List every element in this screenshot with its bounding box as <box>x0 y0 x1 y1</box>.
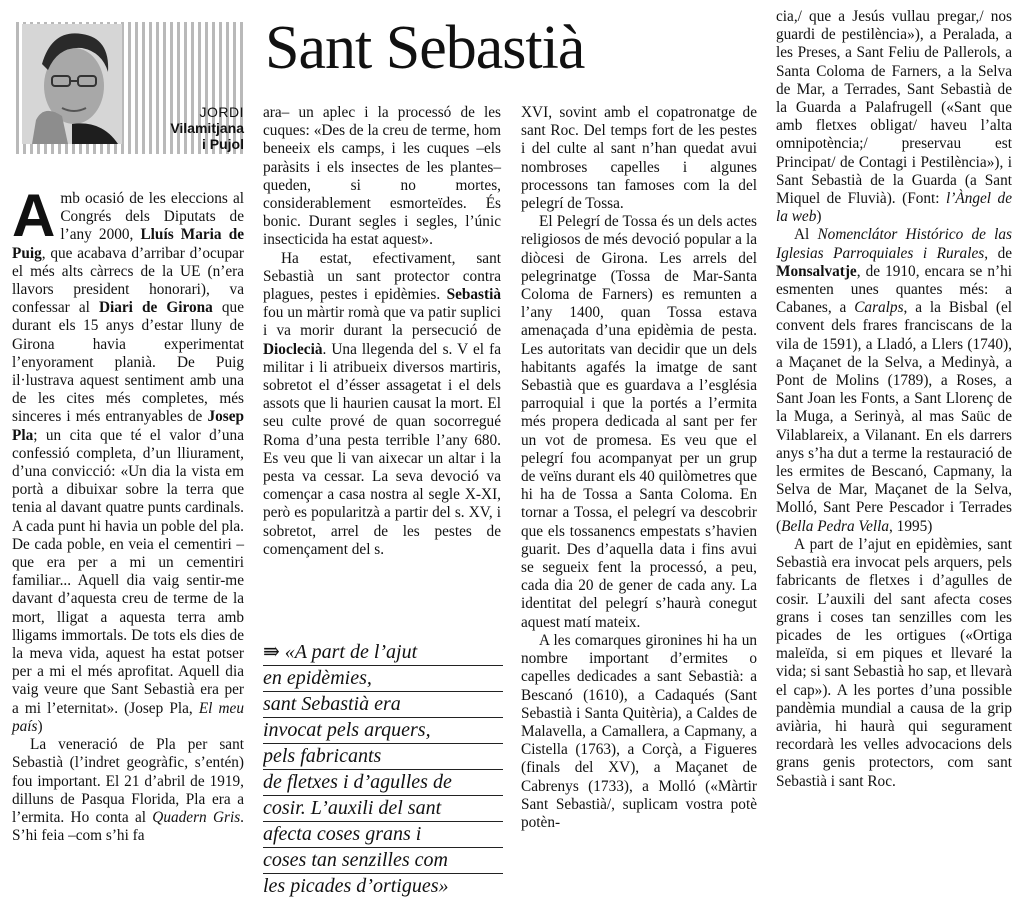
text-run: ) <box>37 717 43 735</box>
paragraph-4: El Pelegrí de Tossa és un dels actes religiosos de més devoció popular a la diòcesi de Girona. Les arrels del pelegrinatge (Tossa de Mar-Santa Coloma de Farners) es remunten a l’any 1400, quan Tossa estava amenaçada d’una epidèmia de pesta. Les autoritats van decidir que un dels habitants agafés la imatge de sant Sebastià que es guardava a l’església parroquial i que la portés a l’ermita més propera dedicada al sant per fer un vot de promesa. Es veu que el pelegrí fou acompanyat per un grup de veïns durant els 40 quilòmetres que hi ha de Tossa a Santa Coloma. En tornar a Tossa, el pelegrí va descobrir que els tossanencs empestats s’havien guarit. Des d’aquella data i fins avui se segueix fent la processó, a peu, cada dia 20 de gener de cada any. La identitat del pelegrí s’haurà conegut aquest matí mateix. <box>521 213 757 631</box>
name-sebastia: Sebastià <box>446 286 501 304</box>
pull-quote-line: invocat pels arquers, <box>263 718 503 744</box>
title-quadern-gris: Quadern Gris <box>152 808 241 826</box>
text-run: La veneració de Pla per sant Sebastià (l’indret geogràfic, s’entén) fou important. El 21 d’abril de 1919, dilluns de Pasqua Florida, Pla era a l’ermita. Ho conta al <box>12 736 244 826</box>
text-run: , de 1910, encara se n’hi esmenten unes quantes més: a Cabanes, a <box>776 262 1012 317</box>
paragraph-3 <box>263 250 501 559</box>
pull-quote-line <box>263 640 503 666</box>
article-column-2 <box>263 104 501 559</box>
author-first-name: JORDI <box>199 104 244 120</box>
text-run: cia,/ que a Jesús vullau pregar,/ nos guardi de pestilència»), a Peralada, a les Preses, a Sant Feliu de Pallerols, a Santa Coloma de Farners, a la Selva de Mar, a Terrades, Sant Sebastià de la Guarda a Palafrugell («Sant que amb fletxes obligat/ haveu l’alta omnipotència;/ preservau est Principat/ de Contagi i Pestilència»), i Sant Sebastià de la Guarda (a Sant Miquel de Fluvià). (Font: <box>776 8 1012 208</box>
place-caralps: Caralps <box>854 299 904 317</box>
paragraph-6 <box>776 226 1012 535</box>
paragraph-7: A part de l’ajut en epidèmies, sant Sebastià era invocat pels arquers, pels fabricants de fletxes i d’agulles de cosir. L’auxili del sant afecta coses grans i coses tan senzilles com les picades de les ortigues («Ortiga maleïda, si em piques et llevaré la vida; si sant Sebastià ho sap, et llevarà el cap»). A les portes d’una possible pandèmia mundial a causa de la grip aviària, hi haurà qui segurament recordarà les velles advocacions dels grans genis protectors, com sant Sebastià i sant Roc. <box>776 535 1012 790</box>
author-photo <box>22 24 122 144</box>
pull-quote-line: les picades d’ortigues» <box>263 875 449 897</box>
title-nomenclator: Nomenclátor Histórico de las Iglesias Parroquiales i Rurales <box>776 226 1012 262</box>
pull-quote-line: de fletxes i d’agulles de <box>263 770 503 796</box>
pull-quote <box>263 640 503 899</box>
text-run: , 1995) <box>889 517 933 535</box>
name-diocleci: Dioclecià <box>263 340 323 358</box>
author-surname-1: Vilamitjana <box>170 120 244 136</box>
pull-quote-line: cosir. L’auxili del sant <box>263 796 503 822</box>
title-bella-pedra-vella: Bella Pedra Vella <box>781 517 890 535</box>
text-run: fou un màrtir romà que va patir suplici i va morir durant la persecució de <box>263 304 501 340</box>
name-josep-pla: Josep Pla <box>12 408 244 444</box>
paragraph-2 <box>12 736 244 845</box>
article-column-4 <box>776 8 1012 791</box>
text-run: , de <box>984 244 1013 262</box>
pull-quote-line: en epidèmies, <box>263 666 503 692</box>
name-diari-de-girona: Diari de Girona <box>98 299 213 317</box>
text-run: , a la Bisbal (el convent dels frares franciscans de la vila de 1591), a Lladó, a Llers (1740), a Maçanet de la Selva, a Medinyà, a Pont de Molins (1789), a Roses, a Sant Joan les Fonts, a Sant Llorenç de la Muga, a Serinyà, al mas Saüc de Vilablareix, a Vilanant. En els darrers anys s’ha dut a terme la restauració de les ermites de Bescanó, Capmany, la Selva de Mar, Maçanet de la Selva, Molló, Sant Pere Pescador i Terrades ( <box>776 299 1012 535</box>
name-monsalvatje: Monsalvatje <box>776 262 857 280</box>
text-run: Al <box>794 226 818 244</box>
author-portrait-image <box>22 24 122 144</box>
page-title: Sant Sebastià <box>265 14 585 82</box>
text-run: A les comarques gironines hi ha un nombre important d’ermites o capelles dedicades a sant Sebastià: a Bescanó (1610), a Cadaqués (Sant Sebastià i Santa Quitèria), a Caldes de Malavella, a Camallera, a Capmany, a Cistella (1763), a Corçà, a Figueres (finals del XV), a Maçanet de Cabrenys (1733), a Molló («Màrtir Sant Sebastià/, suplicam vostra potè potèn- <box>521 631 757 831</box>
article-column-3 <box>521 104 757 832</box>
pull-quote-text: «A part de l’ajut <box>284 641 418 663</box>
paragraph-2-continued: ara– un aplec i la processó de les cuques: «Des de la creu de terme, hom beneeix els camps, i les cuques –els paràsits i els insectes de les plantes– queden, si no mortes, considerablement esmorteïdes. És bonic. Durant segles i segles, l’únic insecticida ha estat aquest». <box>263 104 501 249</box>
text-run: mb ocasió de les eleccions al Congrés dels Diputats de l’any 2000, <box>60 190 244 244</box>
title-el-meu-pais: El meu país <box>12 699 244 735</box>
byline <box>130 104 244 152</box>
paragraph-5 <box>521 632 757 832</box>
arrow-icon: ⇛ <box>263 641 280 663</box>
text-run: . Una llegenda del s. V el fa militar i li atribueix diversos martiris, sobretot el d’ésser assagetat i el dels assots que li haurien causat la mort. El seu culte prové de quan socorregué Roma d’una pesta terrible l’any 680. Es veu que li van aixecar un altar i la pesta va cessar. La seva devoció va començar a casa nostra al segle X-XI, però es popularitzà a partir del s. XV, i sobretot, arrel de les pestes de començament del s. <box>263 340 501 558</box>
text-run: , que acabava d’arribar d’ocupar el més alts càrrecs de la UE (n’era llavors president honorari), va confessar al <box>12 244 244 317</box>
source-angel-de-la-web: l’Àngel de la web <box>776 190 1012 226</box>
pull-quote-line: afecta coses grans i <box>263 822 503 848</box>
text-run: ) <box>816 208 822 226</box>
paragraph-1 <box>12 182 244 736</box>
text-run: . S’hi feia –com s’hi fa <box>12 808 244 845</box>
drop-cap: A <box>12 182 56 249</box>
paragraph-3-continued: XVI, sovint amb el copatronatge de sant Roc. Del temps fort de les pestes i del culte al sant n’han quedat avui nombroses capelles i algunes processons tan famoses com la del pelegrí de Tossa. <box>521 104 757 213</box>
pull-quote-line: sant Sebastià era <box>263 692 503 718</box>
name-lluis-maria-de-puig: Lluís Maria de Puig <box>12 226 244 262</box>
article-column-1 <box>12 182 244 845</box>
text-run: Ha estat, efectivament, sant Sebastià un sant protector contra plagues, pestes i epidèmies. <box>263 249 501 304</box>
text-run: que durant els 15 anys d’estar lluny de Girona havia experimentat l’enyorament planià. De Puig il·lustrava aquest sentiment amb una de les cites més completes, més sinceres i més entranyables de <box>12 299 244 426</box>
pull-quote-line: pels fabricants <box>263 744 503 770</box>
pull-quote-line: coses tan senzilles com <box>263 848 503 874</box>
paragraph-5-continued <box>776 8 1012 226</box>
text-run: ; un cita que té el valor d’una confessió completa, d’un lliurament, d’una convicció: «Un dia la vista em portà a dibuixar sobre la terra que tenia al davant quatre punts cardinals. A cada punt hi havia un poble del pla. De cada poble, en veia el cementiri –que era per a mi un cementiri familiar... Aquell dia vaig sentir-me davant d’aquesta creu de terme de la mort, lligat a aquesta terra amb lligams immortals. De tots els dies de la meva vida, aquest ha estat potser per a mi el més aprofitat. Aquell dia vaig veure que Sant Sebastià era per a mi l’eternitat». (Josep Pla, <box>12 426 244 717</box>
author-surname-2: i Pujol <box>202 136 244 152</box>
